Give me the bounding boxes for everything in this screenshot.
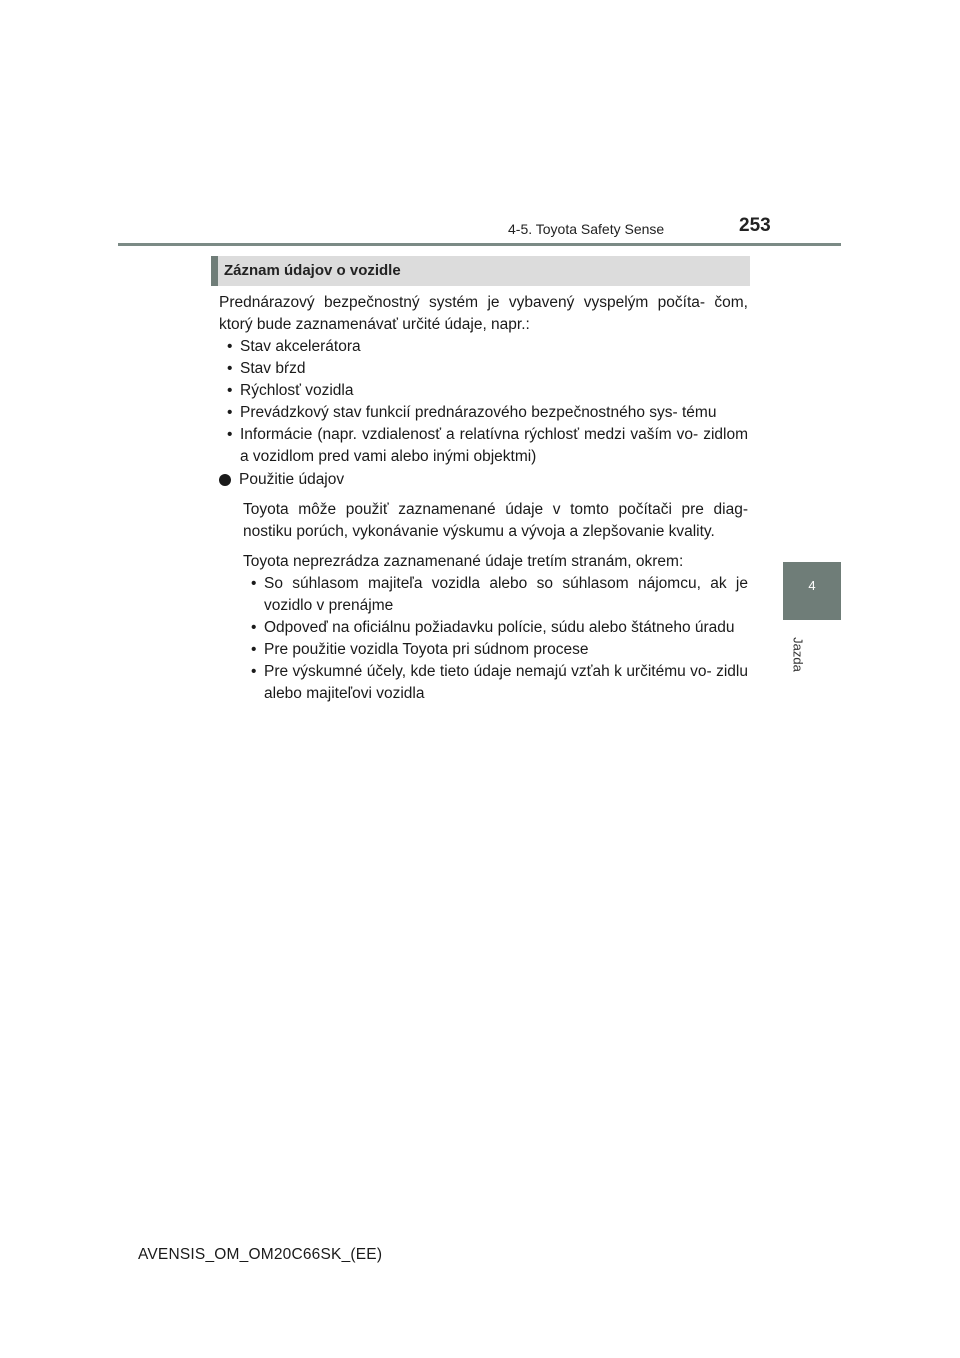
list-item: • Rýchlosť vozidla xyxy=(219,380,748,402)
list-item: • Pre použitie vozidla Toyota pri súdnom procese xyxy=(243,639,748,661)
usage-heading xyxy=(219,469,748,491)
document-code: AVENSIS_OM_OM20C66SK_(EE) xyxy=(138,1246,383,1263)
list-item: • Odpoveď na oficiálnu požiadavku polície, súdu alebo štátneho úradu xyxy=(243,617,748,639)
usage-content xyxy=(219,499,748,705)
list-item: • So súhlasom majiteľa vozidla alebo so súhlasom nájomcu, ak je vozidlo v prenájme xyxy=(243,573,748,617)
header-divider xyxy=(118,243,841,246)
usage-paragraph-2: Toyota neprezrádza zaznamenané údaje tretím stranám, okrem: xyxy=(243,553,684,570)
page-number: 253 xyxy=(739,215,771,236)
list-item: • Stav akcelerátora xyxy=(219,336,748,358)
bullet-dot-icon xyxy=(219,474,231,486)
list-item: • Pre výskumné účely, kde tieto údaje nemajú vzťah k určitému vo- zidlu alebo majiteľovi vozidla xyxy=(243,661,748,705)
chapter-tab-label: Jazda xyxy=(790,637,806,672)
disclosure-list xyxy=(243,573,748,705)
list-item: • Informácie (napr. vzdialenosť a relatívna rýchlosť medzi vaším vo- zidlom a vozidlom pred vami alebo inými objektmi) xyxy=(219,424,748,468)
section-title: Záznam údajov o vozidle xyxy=(224,262,401,279)
section-heading-accent xyxy=(211,256,218,286)
recorded-data-list xyxy=(219,336,748,468)
header-section-title: 4-5. Toyota Safety Sense xyxy=(508,221,665,237)
section-content xyxy=(219,292,748,705)
chapter-tab-number: 4 xyxy=(808,578,816,593)
usage-paragraph-1: Toyota môže použiť zaznamenané údaje v tomto počítači pre diag- nostiku porúch, vykonávanie výskumu a vývoja a zlepšovanie kvality. xyxy=(243,501,748,540)
usage-heading-text: Použitie údajov xyxy=(239,471,345,488)
chapter-tab-label-wrap xyxy=(790,625,804,685)
intro-paragraph: Prednárazový bezpečnostný systém je vybavený vyspelým počíta- čom, ktorý bude zaznamenávať určité údaje, napr.: xyxy=(219,294,748,333)
list-item: • Prevádzkový stav funkcií prednárazového bezpečnostného sys- tému xyxy=(219,402,748,424)
list-item: • Stav bŕzd xyxy=(219,358,748,380)
